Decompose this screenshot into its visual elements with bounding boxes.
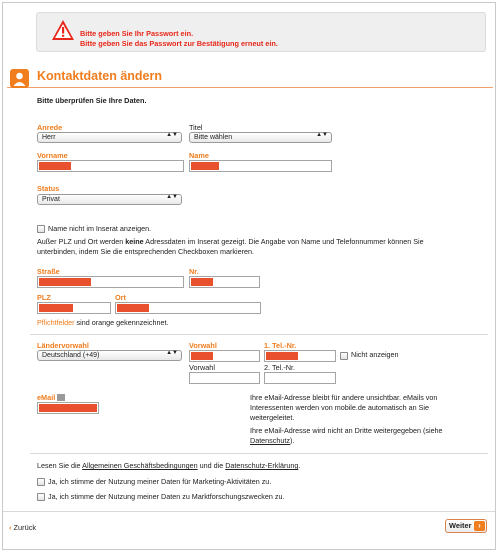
email-label-text: eMail	[37, 393, 56, 402]
error-password-required: Bitte geben Sie Ihr Passwort ein.	[80, 29, 194, 38]
select-arrows-icon: ▲▼	[166, 132, 178, 138]
field-error-marker	[117, 304, 149, 312]
strasse-label: Straße	[37, 267, 60, 276]
tel1-input[interactable]	[264, 350, 336, 362]
next-button[interactable]	[445, 519, 487, 533]
nr-input[interactable]	[189, 276, 260, 288]
warning-icon	[51, 19, 75, 41]
hide-phone-checkbox[interactable]	[340, 352, 348, 360]
anrede-value: Herr	[42, 134, 56, 141]
email-info-privacy: Ihre eMail-Adresse bleibt für andere unsichtbar. eMails von Interessenten werden von mobile.de automatisch an Sie weitergeleitet.	[250, 393, 438, 422]
field-error-marker	[191, 162, 219, 170]
info-icon[interactable]	[57, 394, 65, 401]
nr-label: Nr.	[189, 267, 199, 276]
select-arrows-icon: ▲▼	[316, 132, 328, 138]
status-value: Privat	[42, 196, 60, 203]
vorwahl2-label: Vorwahl	[189, 363, 215, 372]
tel2-label: 2. Tel.-Nr.	[264, 363, 296, 372]
anrede-select[interactable]	[37, 132, 182, 143]
terms-notice	[37, 461, 300, 471]
plz-label: PLZ	[37, 293, 51, 302]
intro-text: Bitte überprüfen Sie Ihre Daten.	[37, 96, 147, 105]
vorwahl2-input[interactable]	[189, 372, 260, 384]
required-note-text: sind orange gekennzeichnet.	[74, 318, 169, 327]
titel-value: Bitte wählen	[194, 134, 233, 141]
field-error-marker	[39, 162, 71, 170]
name-label: Name	[189, 151, 209, 160]
back-link[interactable]	[9, 523, 36, 532]
email-info-thirdparty-pre: Ihre eMail-Adresse wird nicht an Dritte weitergegeben (siehe	[250, 426, 443, 435]
titel-select[interactable]	[189, 132, 332, 143]
address-hint-post: Adressdaten im Inserat gezeigt. Die Angabe von Name und Telefonnummer können Sie unterbinden, indem Sie die entsprechenden Checkboxen markieren.	[37, 237, 424, 256]
next-label: Weiter	[449, 521, 472, 530]
titel-label: Titel	[189, 123, 203, 132]
status-label: Status	[37, 184, 60, 193]
privacy-link[interactable]: Datenschutz-Erklärung	[225, 461, 299, 470]
chevron-right-icon: ›	[474, 521, 485, 531]
laendervorwahl-select[interactable]	[37, 350, 182, 361]
address-hint-bold: keine	[125, 237, 144, 246]
strasse-input[interactable]	[37, 276, 184, 288]
vorname-input[interactable]	[37, 160, 184, 172]
section-header	[7, 64, 493, 88]
chevron-left-icon: ‹	[9, 523, 12, 532]
error-message-box	[36, 12, 486, 52]
tel2-input[interactable]	[264, 372, 336, 384]
laendervorwahl-value: Deutschland (+49)	[42, 352, 100, 359]
anrede-label: Anrede	[37, 123, 63, 132]
field-error-marker	[191, 278, 213, 286]
terms-post: .	[298, 461, 301, 470]
email-input[interactable]	[37, 402, 99, 414]
name-input[interactable]	[189, 160, 332, 172]
required-fields-link[interactable]: Pflichtfelder	[37, 318, 75, 327]
hide-phone-label: Nicht anzeigen	[351, 350, 399, 359]
marketing-consent-label: Ja, ich stimme der Nutzung meiner Daten für Marketing-Aktivitäten zu.	[48, 477, 272, 486]
field-error-marker	[39, 278, 91, 286]
vorwahl-label: Vorwahl	[189, 341, 217, 350]
email-label	[37, 393, 65, 402]
address-hint	[37, 237, 457, 257]
research-consent-checkbox[interactable]	[37, 493, 45, 501]
laendervorwahl-label: Ländervorwahl	[37, 341, 89, 350]
status-select[interactable]	[37, 194, 182, 205]
person-icon	[10, 69, 29, 88]
divider	[30, 453, 488, 454]
select-arrows-icon: ▲▼	[166, 194, 178, 200]
required-note	[37, 318, 168, 328]
field-error-marker	[191, 352, 213, 360]
section-title: Kontaktdaten ändern	[37, 69, 163, 83]
plz-input[interactable]	[37, 302, 111, 314]
datenschutz-link[interactable]: Datenschutz	[250, 436, 290, 445]
vorwahl-input[interactable]	[189, 350, 260, 362]
error-password-confirm: Bitte geben Sie das Passwort zur Bestätigung erneut ein.	[80, 39, 278, 48]
hide-name-label: Name nicht im Inserat anzeigen.	[48, 224, 152, 233]
field-error-marker	[266, 352, 298, 360]
field-error-marker	[39, 304, 73, 312]
divider	[3, 511, 495, 512]
research-consent-label: Ja, ich stimme der Nutzung meiner Daten zu Marktforschungszwecken zu.	[48, 492, 285, 501]
email-info-thirdparty	[250, 426, 470, 446]
ort-input[interactable]	[115, 302, 261, 314]
vorname-label: Vorname	[37, 151, 68, 160]
email-info-thirdparty-post: ).	[289, 436, 295, 445]
field-error-marker	[39, 404, 97, 412]
marketing-consent-checkbox[interactable]	[37, 478, 45, 486]
ort-label: Ort	[115, 293, 126, 302]
terms-mid: und die	[197, 461, 226, 470]
tel1-label: 1. Tel.-Nr.	[264, 341, 297, 350]
address-hint-pre: Außer PLZ und Ort werden	[37, 237, 126, 246]
back-label: Zurück	[13, 523, 37, 532]
terms-pre: Lesen Sie die	[37, 461, 83, 470]
select-arrows-icon: ▲▼	[166, 350, 178, 356]
divider	[30, 334, 488, 335]
hide-name-checkbox[interactable]	[37, 225, 45, 233]
agb-link[interactable]: Allgemeinen Geschäftsbedingungen	[82, 461, 198, 470]
